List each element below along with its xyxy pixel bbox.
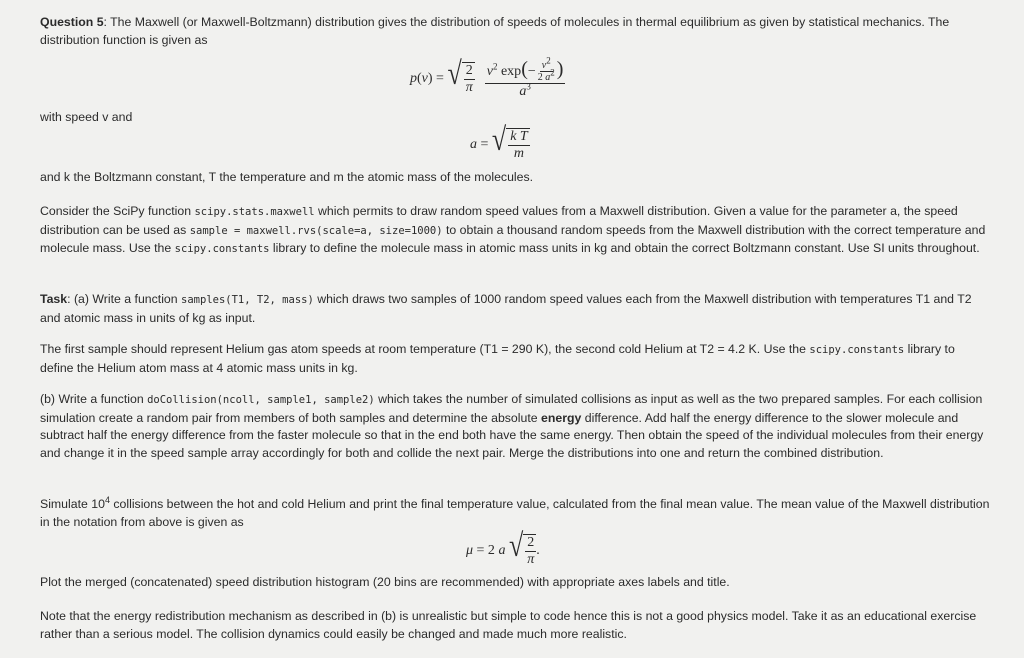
constants-text: and k the Boltzmann constant, T the temperature and m the atomic mass of the molecules. [40,170,534,184]
code-scipy-constants-2: scipy.constants [809,344,905,356]
question-label: Question 5 [40,15,104,29]
plot-paragraph: Plot the merged (concatenated) speed distribution histogram (20 bins are recommended) with appropriate axes labels and title. [40,575,730,589]
scale-parameter-formula: a = √ $\frac{\text{k T}}{m}$ [470,121,528,161]
task-a-paragraph: Task: (a) Write a function samples(T1, T2, mass) which draws two samples of 1000 random speed values each from the Maxwell distribution with temperatures T1 and T2 and atomic mass in units of kg as input. [40,292,972,325]
code-docollision-function: doCollision(ncoll, sample1, sample2) [147,394,375,406]
code-scipy-maxwell: scipy.stats.maxwell [194,206,315,218]
code-scipy-constants: scipy.constants [174,243,270,255]
note-paragraph: Note that the energy redistribution mechanism as described in (b) is unrealistic but simple to code hence this is not a good physics model. Take it as an educational exercise rather than a serious model. The collision dynamics could easily be changed and made much more realistic. [40,609,977,641]
scipy-paragraph: Consider the SciPy function scipy.stats.maxwell which permits to draw random speed values from a Maxwell distribution. Given a value for the parameter a, the speed distribution can be used as sample = maxwell.rvs(scale=a, size=1000) to obtain a thousand random speeds from the Maxwell distribution with the correct temperature and molecule mass. Use the scipy.constants library to define the molecule mass in atomic mass units in kg and obtain the correct Boltzmann constant. Use SI units throughout. [40,204,986,255]
code-samples-function: samples(T1, T2, mass) [181,294,314,306]
code-sample-rvs: sample = maxwell.rvs(scale=a, size=1000) [189,224,443,237]
maxwell-pdf-formula: p(v) = √ $\frac{2}{\pi}$ $v^2$ exp(− $\frac{v^2}{2 a^2}$ ) $a^3$ [410,55,564,100]
task-b-paragraph: (b) Write a function doCollision(ncoll, sample1, sample2) which takes the number of simulated collisions as input as well as the two prepared samples. For each collision simulation create a random pair from members of both samples and determine the absolute energy difference. Add half the energy difference to the slower molecule and subtract half the energy difference from the faster molecule so that in the end both have the same energy. Then obtain the speed of the individual molecules from their energy and change it in the speed sample array accordingly for both and collide the next pair. Merge the distributions into one and return the combined distribution. [40,392,984,460]
simulate-paragraph: Simulate $10^4$ collisions between the hot and cold Helium and print the final temperature value, calculated from the final mean value. The mean value of the Maxwell distribution in the notation from above is given as [40,494,990,529]
helium-paragraph: The first sample should represent Helium gas atom speeds at room temperature (T1 = 290 K), the second cold Helium at T2 = 4.2 K. Use the scipy.constants library to define the Helium atom mass at 4 atomic mass units in kg. [40,342,955,375]
with-speed-text: with speed v and [40,110,133,124]
question-intro: Question 5: The Maxwell (or Maxwell-Boltzmann) distribution gives the distribution of speeds of molecules in thermal equilibrium as given by statistical mechanics. The distribution function is given as [40,15,950,47]
task-label: Task [40,292,68,306]
mean-value-formula: μ = 2 a √ $\frac{2}{\pi}$ . [466,527,540,567]
